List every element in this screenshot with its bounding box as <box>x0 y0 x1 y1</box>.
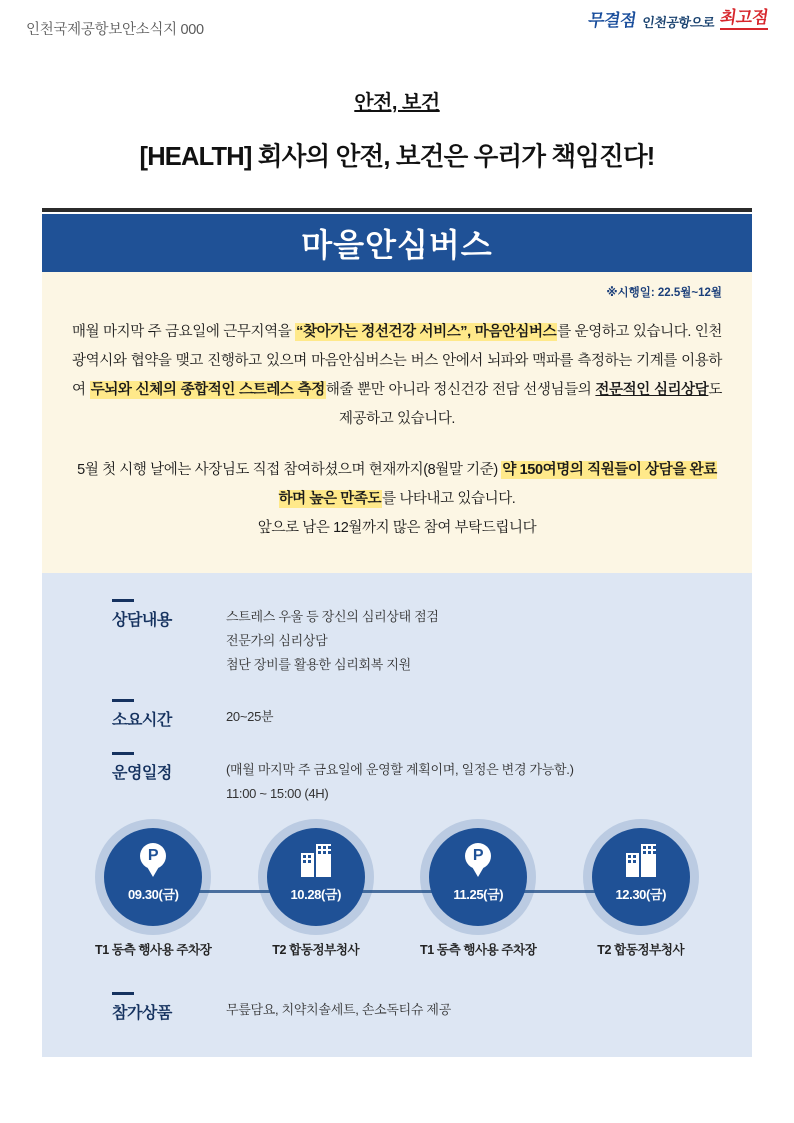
intro-paragraph-1 <box>72 318 722 434</box>
building-icon <box>626 840 656 880</box>
timeline-date: 09.30(금) <box>127 887 179 903</box>
detail-values-schedule <box>226 752 752 806</box>
intro-p1-text-b: 를 운영하고 있습니다. 인천광역시와 협약을 맺고 진행하고 있으며 마음안심버스는 버스 안에서 뇌파와 맥파를 측정하는 기계를 이용하여 <box>72 324 722 398</box>
intro-p2-text-b: 를 나타내고 있습니다. <box>382 491 516 507</box>
logo-word-2: 인천공항으로 <box>640 16 716 31</box>
building-icon <box>301 840 331 880</box>
parking-letter: P <box>140 843 166 869</box>
detail-values-consult <box>226 599 752 677</box>
parking-letter: P <box>465 843 491 869</box>
logo-word-1: 무결점 <box>586 11 638 31</box>
intro-p1-text-d: 도 제공하고 있습니다. <box>338 382 722 427</box>
timeline-node <box>592 828 690 926</box>
detail-value: (매월 마지막 주 금요일에 운영할 계획이며, 일정은 변경 가능함.) <box>226 762 574 778</box>
timeline-caption: T2 합동정부청사 <box>272 943 360 958</box>
poster <box>42 208 752 1057</box>
detail-row-gift <box>42 992 752 1023</box>
title-block <box>0 86 794 173</box>
timeline-caption: T2 합동정부청사 <box>597 943 685 958</box>
map-pin-parking-icon <box>465 840 491 880</box>
detail-label-duration: 소요시간 <box>76 699 226 730</box>
page-subtitle: 안전, 보건 <box>354 92 440 114</box>
intro-p2-text-c: 앞으로 남은 12월까지 많은 참여 부탁드립니다 <box>257 520 537 536</box>
detail-value: 무릎담요, 치약치솔세트, 손소독티슈 제공 <box>226 1002 451 1018</box>
detail-value: 11:00 ~ 15:00 (4H) <box>226 786 329 802</box>
timeline-items <box>42 828 752 958</box>
detail-value: 첨단 장비를 활용한 심리회복 지원 <box>226 657 411 673</box>
timeline-item <box>403 828 553 958</box>
timeline-node <box>429 828 527 926</box>
detail-value: 스트레스 우울 등 장신의 심리상태 점검 <box>226 609 439 624</box>
intro-p1-underline: 전문적인 심리상담 <box>595 382 709 398</box>
timeline-date: 12.30(금) <box>615 887 667 903</box>
detail-values-duration <box>226 699 752 729</box>
detail-label-consult: 상담내용 <box>76 599 226 630</box>
intro-p2-highlight: 약 150여명의 직원들이 상담을 완료하며 높은 만족도 <box>278 462 717 507</box>
logo-underline <box>720 28 768 30</box>
effective-date-note: ※시행일: 22.5월~12월 <box>606 287 722 299</box>
timeline-item <box>566 828 716 958</box>
logo-word-3: 최고점 <box>718 8 770 28</box>
intro-p1-highlight-b: 두뇌와 신체의 종합적인 스트레스 측정 <box>90 382 325 398</box>
newsletter-label: 인천국제공항보안소식지 000 <box>26 22 204 38</box>
timeline-node <box>267 828 365 926</box>
map-pin-parking-icon <box>140 840 166 880</box>
intro-p1-text-c: 해줄 뿐만 아니라 정신건강 전담 선생님들의 <box>325 382 596 398</box>
logo-word-3-wrap <box>720 10 768 30</box>
detail-value: 전문가의 심리상담 <box>226 633 328 649</box>
intro-p2-text-a: 5월 첫 시행 날에는 사장님도 직접 참여하셨으며 현재까지(8월말 기준) <box>77 462 502 478</box>
timeline-item <box>78 828 228 958</box>
detail-label-gift: 참가상품 <box>76 992 226 1023</box>
schedule-timeline <box>42 828 752 978</box>
detail-row-duration <box>42 699 752 730</box>
poster-details-section <box>42 573 752 1057</box>
intro-p1-text-a: 매월 마지막 주 금요일에 근무지역을 <box>72 324 296 340</box>
timeline-caption: T1 동측 행사용 주차장 <box>95 943 212 958</box>
timeline-date: 10.28(금) <box>290 887 342 903</box>
detail-label-schedule: 운영일정 <box>76 752 226 783</box>
timeline-caption: T1 동측 행사용 주차장 <box>420 943 537 958</box>
detail-value: 20~25분 <box>226 709 274 725</box>
detail-row-schedule <box>42 752 752 806</box>
detail-row-consult <box>42 599 752 677</box>
poster-banner <box>42 214 752 272</box>
company-logo <box>588 10 768 30</box>
timeline-item <box>241 828 391 958</box>
poster-banner-title: 마을안심버스 <box>301 227 493 263</box>
page-header <box>0 0 794 62</box>
intro-p1-highlight-a: “찾아가는 정선건강 서비스”, 마음안심버스 <box>296 324 557 340</box>
timeline-date: 11.25(금) <box>453 887 504 903</box>
page-title: [HEALTH] 회사의 안전, 보건은 우리가 책임진다! <box>139 143 655 171</box>
detail-values-gift <box>226 992 752 1022</box>
poster-intro-section <box>42 272 752 573</box>
timeline-node <box>104 828 202 926</box>
intro-paragraph-2 <box>72 456 722 543</box>
